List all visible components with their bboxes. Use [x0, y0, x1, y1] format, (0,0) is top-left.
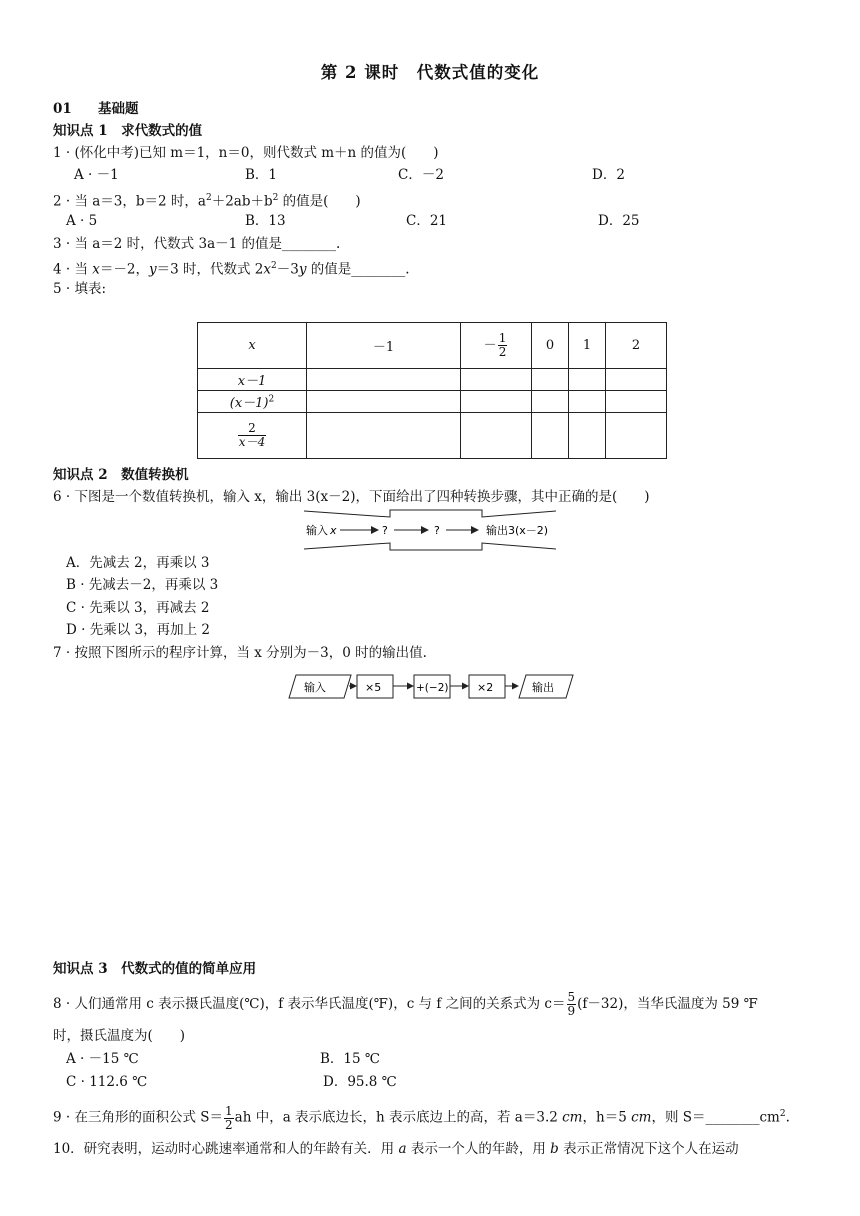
flow-step-1: ×5: [365, 681, 382, 694]
question-2-stem: 2 · 当 a＝3，b＝2 时，$a^2+2ab+b^2$ 的值是( ): [53, 193, 361, 210]
question-1-option-a: A · －1: [74, 167, 119, 183]
table-cell[interactable]: [569, 369, 606, 391]
table-cell[interactable]: [532, 391, 569, 413]
question-2-option-c: C．21: [406, 213, 448, 229]
question-6-option-b: B · 先减去－2，再乘以 3: [66, 577, 219, 593]
table-header-col5: 2: [606, 323, 667, 369]
table-header-col2: － $\frac{1}{2}$: [461, 323, 532, 369]
table-cell[interactable]: [461, 369, 532, 391]
question-5: 5 · 填表:: [53, 281, 107, 297]
flow-output-label: 输出: [532, 681, 554, 694]
table-row-label-1: x－1: [198, 369, 307, 391]
table-row-label-3: $\frac{2}{x-4}$: [198, 413, 307, 459]
table-cell[interactable]: [606, 391, 667, 413]
question-10: 10．研究表明，运动时心跳速率通常和人的年龄有关．用 a 表示一个人的年龄，用 b 表示正常情况下这个人在运动: [53, 1141, 739, 1157]
question-2-option-b: B．13: [245, 213, 286, 229]
table-cell[interactable]: [569, 391, 606, 413]
question-8-option-b: B．15 ℃: [320, 1051, 380, 1067]
question-6-option-d: D · 先乘以 3，再加上 2: [66, 622, 210, 638]
table-row-label-2: $(x-1)^2$: [198, 391, 307, 413]
question-9: 9 · 在三角形的面积公式 S＝ $\frac{1}{2}$ ah 中，a 表示底边长，h 表示底边上的高，若 a＝3.2 cm，h＝5 cm，则 $S=\_\_\_\_\_\_\_\_cm^2$.: [53, 1103, 790, 1132]
table-cell[interactable]: [569, 413, 606, 459]
table-cell[interactable]: [461, 391, 532, 413]
knowledge-point-3: 知识点 3 代数式的值的简单应用: [53, 961, 257, 977]
question-8-option-a: A · －15 ℃: [66, 1051, 139, 1067]
question-2-option-a: A · 5: [66, 213, 98, 229]
table-header-col1: －1: [307, 323, 461, 369]
question-1-stem: 1 · (怀化中考)已知 m＝1，n＝0，则代数式 m＋n 的值为( ): [53, 145, 439, 161]
flow-step-3: ×2: [477, 681, 494, 694]
machine-bottom-outline: [304, 543, 556, 550]
question-4: 4 · 当 x＝－2，y＝3 时，代数式 $2x^2-3y$ 的值是________.: [53, 261, 410, 278]
section-name: 基础题: [98, 101, 139, 117]
flow-input-label: 输入: [304, 681, 326, 694]
question-3: 3 · 当 a＝2 时，代数式 3a－1 的值是________.: [53, 236, 341, 252]
table-cell[interactable]: [606, 369, 667, 391]
machine-step-2: ?: [434, 524, 440, 537]
question-8-option-c: C · 112.6 ℃: [66, 1074, 148, 1090]
table-header-col4: 1: [569, 323, 606, 369]
question-1-option-c: C．－2: [398, 167, 444, 183]
knowledge-point-1: 知识点 1 求代数式的值: [53, 123, 203, 139]
table-cell[interactable]: [532, 413, 569, 459]
machine-step-1: ?: [382, 524, 388, 537]
question-2-option-d: D．25: [598, 213, 640, 229]
table-cell[interactable]: [307, 413, 461, 459]
question-1-option-b: B．1: [245, 167, 278, 183]
table-header-col3: 0: [532, 323, 569, 369]
question-7: 7 · 按照下图所示的程序计算，当 x 分别为－3，0 时的输出值.: [53, 645, 427, 661]
machine-output-label: 输出3(x－2): [486, 524, 549, 537]
section-number: 01: [53, 101, 72, 117]
page-title: 第 2 课时 代数式值的变化: [320, 63, 540, 82]
question-8-option-d: D．95.8 ℃: [323, 1074, 397, 1090]
fill-in-table: [197, 322, 667, 459]
question-8-stem: 8 · 人们通常用 c 表示摄氏温度(℃)，f 表示华氏温度(℉)，c 与 f 之间的关系式为 c＝ $\frac{5}{9}$ (f－32)，当华氏温度为 59 ℉: [53, 990, 758, 1018]
question-1-option-d: D．2: [592, 167, 625, 183]
flow-step-2: +(−2): [416, 682, 449, 694]
table-cell[interactable]: [307, 391, 461, 413]
table-cell[interactable]: [307, 369, 461, 391]
table-cell[interactable]: [606, 413, 667, 459]
table-cell[interactable]: [532, 369, 569, 391]
machine-input-var: x: [330, 524, 337, 537]
machine-input-label: 输入: [306, 524, 328, 537]
question-6-option-c: C · 先乘以 3，再减去 2: [66, 600, 210, 616]
knowledge-point-2: 知识点 2 数值转换机: [53, 467, 189, 483]
question-6-stem: 6 · 下图是一个数值转换机，输入 x，输出 3(x－2)，下面给出了四种转换步骤，其中正确的是( ): [53, 489, 650, 505]
program-flow-diagram: [286, 672, 576, 702]
question-8-stem-line-2: 时，摄氏温度为( ): [53, 1028, 186, 1044]
table-cell[interactable]: [461, 413, 532, 459]
table-header-x: x: [198, 323, 307, 369]
question-6-option-a: A．先减去 2，再乘以 3: [66, 555, 210, 571]
number-machine-diagram: [300, 508, 562, 552]
machine-top-outline: [304, 510, 556, 517]
